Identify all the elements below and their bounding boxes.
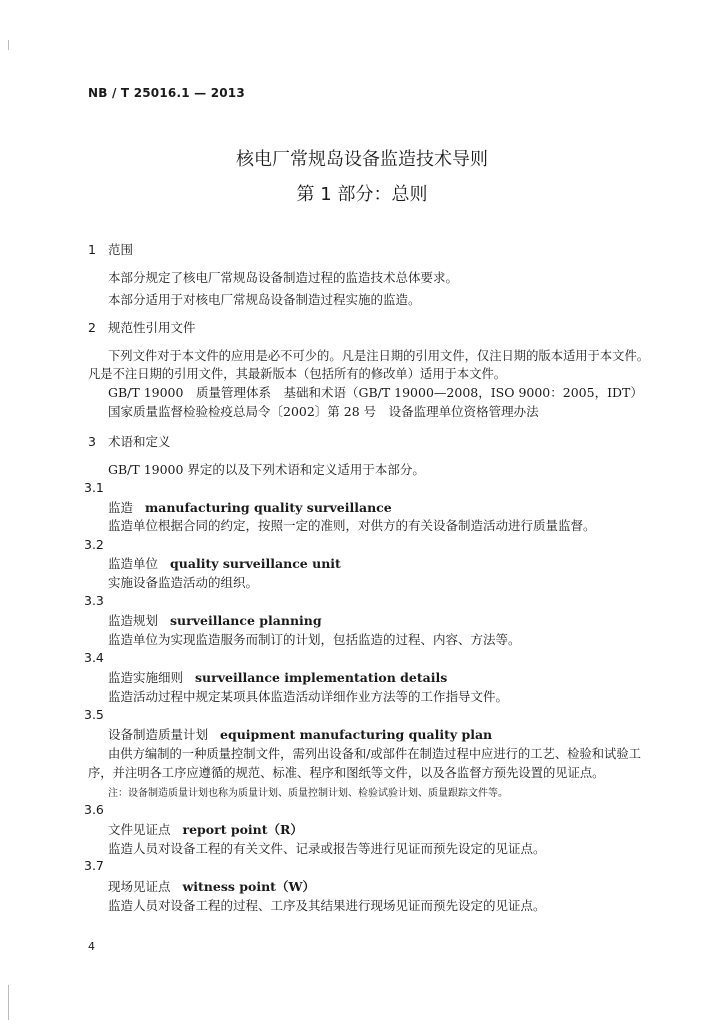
term-zh: 文件见证点 [108,822,171,837]
section-title: 术语和定义 [108,434,171,449]
part-title: 第 1 部分：总则 [296,184,428,205]
term-en: surveillance planning [170,613,322,628]
section-2-heading [88,318,196,336]
term-heading [108,611,322,629]
term-definition: 监造人员对设备工程的过程、工序及其结果进行现场见证而预先设定的见证点。 [108,898,546,913]
term-heading [108,668,447,686]
term-zh: 监造实施细则 [108,670,184,685]
term-en: equipment manufacturing quality plan [220,727,493,742]
term-heading [108,554,341,572]
term-definition: 监造活动过程中规定某项具体监造活动详细作业方法等的工作指导文件。 [108,689,509,704]
section-1-heading [88,240,133,258]
section-title: 规范性引用文件 [108,320,196,335]
term-en: quality surveillance unit [170,556,341,571]
term-number: 3.4 [84,650,104,665]
document-title: 核电厂常规岛设备监造技术导则 [236,149,488,170]
term-note: 注：设备制造质量计划也称为质量计划、质量控制计划、检验试验计划、质量跟踪文件等。 [108,788,508,799]
section-1-para-1: 本部分规定了核电厂常规岛设备制造过程的监造技术总体要求。 [108,270,459,285]
term-definition: 实施设备监造活动的组织。 [108,575,259,590]
scan-edge-mark [8,40,9,50]
term-en: witness point（W） [182,879,315,894]
term-zh: 监造单位 [108,556,159,571]
term-definition-line-1: 由供方编制的一种质量控制文件，需列出设备和/或部件在制造过程中应进行的工艺、检验和试验工 [108,747,641,761]
section-1-para-2: 本部分适用于对核电厂常规岛设备制造过程实施的监造。 [108,292,421,307]
term-definition: 监造单位根据合同的约定，按照一定的准则，对供方的有关设备制造活动进行质量监督。 [108,518,596,533]
section-2-para-line-1: 下列文件对于本文件的应用是必不可少的。凡是注日期的引用文件，仅注日期的版本适用于本文件。 [108,349,650,363]
reference-gbt19000: GB/T 19000 质量管理体系 基础和术语（GB/T 19000—2008，ISO 9000：2005，IDT） [108,385,643,400]
term-zh: 现场见证点 [108,879,171,894]
section-number: 3 [88,434,96,449]
section-2-para-line-2: 凡是不注日期的引用文件，其最新版本（包括所有的修改单）适用于本文件。 [88,367,507,381]
term-definition: 监造人员对设备工程的有关文件、记录或报告等进行见证而预先设定的见证点。 [108,841,546,856]
term-definition: 监造单位为实现监造服务而制订的计划，包括监造的过程、内容、方法等。 [108,632,521,647]
term-number: 3.7 [84,858,104,873]
term-zh: 监造规划 [108,613,159,628]
term-heading [108,820,303,838]
term-en: surveillance implementation details [195,670,448,685]
term-number: 3.3 [84,593,104,608]
term-en: manufacturing quality surveillance [145,500,392,515]
term-number: 3.2 [84,537,104,552]
section-title: 范围 [108,242,134,257]
term-heading [108,877,315,895]
term-number: 3.5 [84,707,104,722]
term-en: report point（R） [182,822,303,837]
term-zh: 监造 [108,500,134,515]
section-number: 2 [88,320,96,335]
standard-number-header: NB / T 25016.1 — 2013 [88,86,245,100]
section-3-intro: GB/T 19000 界定的以及下列术语和定义适用于本部分。 [108,462,425,477]
term-heading [108,725,492,743]
term-number: 3.6 [84,802,104,817]
term-number: 3.1 [84,480,104,495]
term-zh: 设备制造质量计划 [108,727,209,742]
scan-edge-mark [8,985,9,1020]
term-definition-line-2: 序，并注明各工序应遵循的规范、标准、程序和图纸等文件，以及各监督方预先设置的见证点。 [88,766,605,780]
reference-decree-28: 国家质量监督检验检疫总局令〔2002〕第 28 号 设备监理单位资格管理办法 [108,404,539,419]
page-number: 4 [88,940,95,953]
term-heading [108,498,392,516]
section-number: 1 [88,242,96,257]
section-3-heading [88,432,171,450]
